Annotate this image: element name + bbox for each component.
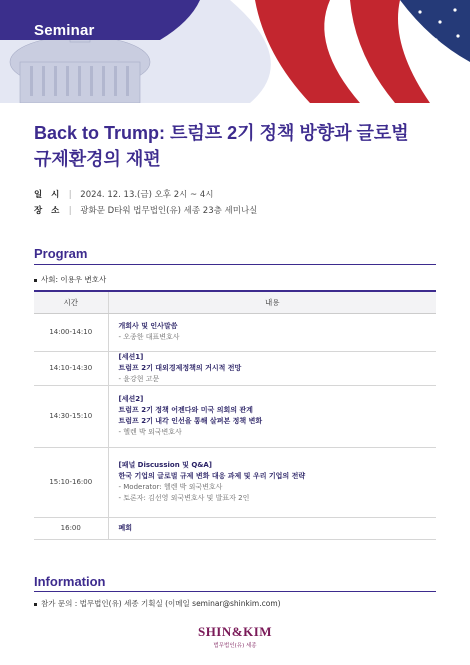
content-line: [세션2] — [118, 395, 144, 403]
divider: | — [68, 206, 72, 216]
information-rule — [34, 591, 436, 592]
time-cell: 14:30-15:10 — [34, 385, 108, 447]
content-line: - Moderator: 헬렌 박 외국변호사 — [118, 483, 223, 491]
table-row — [34, 313, 436, 351]
content-line: 트럼프 2기 내각 인선을 통해 살펴본 정책 변화 — [118, 417, 263, 425]
column-header-time: 시간 — [34, 291, 108, 313]
table-row — [34, 385, 436, 447]
content-line: - 헬렌 박 외국변호사 — [118, 428, 182, 436]
title-line-2: 규제환경의 재편 — [34, 149, 161, 169]
content-cell — [108, 447, 436, 517]
shinkim-logo: SHIN&KIM — [197, 624, 273, 639]
banner-label: Seminar — [34, 22, 95, 39]
date-value: 2024. 12. 13.(금) 오후 2시 ~ 4시 — [80, 190, 214, 200]
moderator-text: 사회: 이용우 변호사 — [41, 275, 107, 284]
content-cell — [108, 313, 436, 351]
place-row — [34, 204, 257, 216]
page-title — [34, 120, 444, 172]
banner-artwork — [0, 0, 470, 103]
column-header-content: 내용 — [108, 291, 436, 313]
place-key: 장 소 — [34, 206, 63, 216]
content-line: - 오종한 대표변호사 — [118, 333, 180, 341]
moderator-line — [34, 274, 106, 285]
content-cell — [108, 517, 436, 539]
divider: | — [68, 190, 72, 200]
content-line: [세션1] — [118, 352, 144, 361]
shinkim-logo-subtitle: 법무법인(유) 세종 — [213, 643, 257, 649]
place-value: 광화문 D타워 법무법인(유) 세종 23층 세미나실 — [80, 206, 258, 216]
time-cell: 14:10-14:30 — [34, 351, 108, 385]
content-line: 트럼프 2기 대외경제정책의 거시적 전망 — [118, 363, 242, 372]
content-line: [패널 Discussion 및 Q&A] — [118, 461, 213, 469]
table-row — [34, 447, 436, 517]
information-heading: Information — [34, 574, 106, 589]
content-line: 폐회 — [118, 523, 133, 532]
time-cell: 15:10-16:00 — [34, 447, 108, 517]
content-line: - 토론자: 김선영 외국변호사 및 발표자 2인 — [118, 494, 250, 502]
bullet-icon — [34, 603, 37, 606]
contact-text: 참가 문의 : 법무법인(유) 세종 기획실 (이메일 seminar@shinkim.com) — [41, 599, 281, 608]
title-line-1: Back to Trump: 트럼프 2기 정책 방향과 글로벌 — [34, 123, 409, 143]
content-line: - 윤강현 고문 — [118, 374, 160, 383]
content-line: 트럼프 2기 정책 어젠다와 미국 의회의 관계 — [118, 406, 253, 414]
table-row — [34, 517, 436, 539]
time-cell: 14:00-14:10 — [34, 313, 108, 351]
content-cell — [108, 351, 436, 385]
time-cell: 16:00 — [34, 517, 108, 539]
program-rule — [34, 264, 436, 265]
contact-info — [34, 598, 281, 609]
bullet-icon — [34, 279, 37, 282]
header-banner — [0, 0, 470, 103]
table-row — [34, 351, 436, 385]
program-table — [34, 290, 436, 540]
date-row — [34, 188, 214, 200]
program-heading: Program — [34, 246, 88, 261]
date-key: 일 시 — [34, 190, 63, 200]
content-cell — [108, 385, 436, 447]
content-line: 개회사 및 인사말씀 — [118, 322, 178, 330]
content-line: 한국 기업의 글로벌 규제 변화 대응 과제 및 우리 기업의 전략 — [118, 472, 306, 480]
